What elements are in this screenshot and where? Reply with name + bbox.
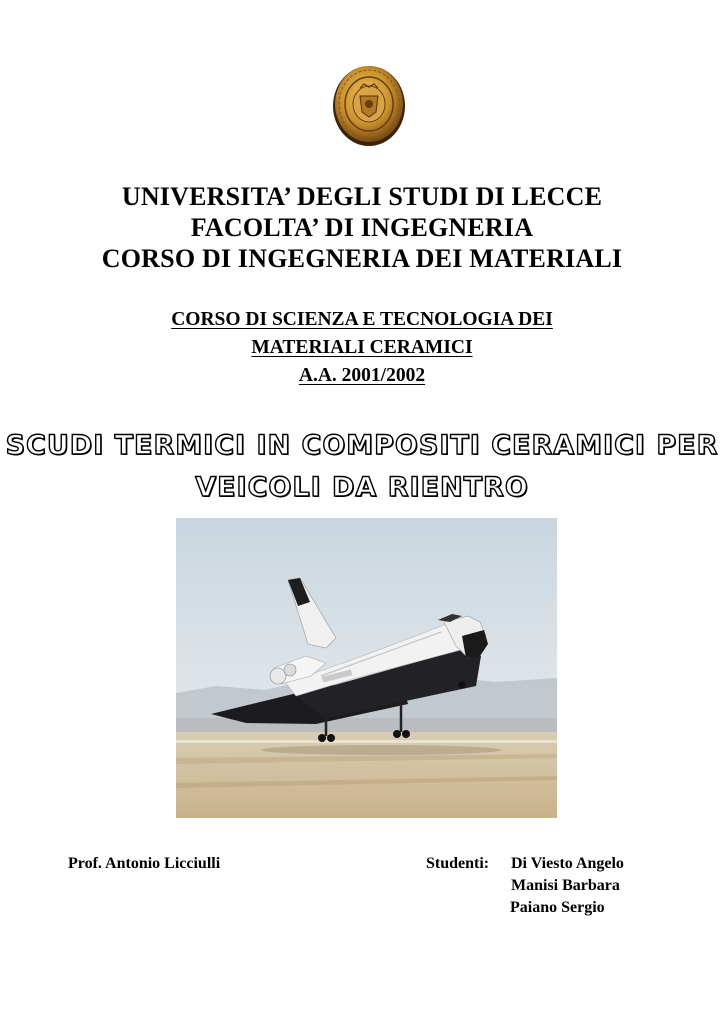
degree-name: CORSO DI INGEGNERIA DEI MATERIALI [101, 244, 623, 273]
university-header [0, 181, 724, 274]
students-label: Studenti: [426, 855, 490, 872]
faculty-name: FACOLTA’ DI INGEGNERIA [190, 213, 534, 242]
course-header [0, 306, 724, 390]
course-title-line-1: CORSO DI SCIENZA E TECNOLOGIA DEI [171, 309, 553, 330]
document-title [0, 425, 724, 509]
university-name: UNIVERSITA’ DEGLI STUDI DI LECCE [121, 182, 603, 211]
student-name: Di Viesto Angelo [511, 855, 624, 872]
student-name: Manisi Barbara [511, 877, 620, 894]
document-title-line-1: SCUDI TERMICI IN COMPOSITI CERAMICI PER [5, 430, 719, 461]
professor-name: Prof. Antonio Licciulli [68, 855, 221, 872]
document-title-line-2: VEICOLI DA RIENTRO [195, 472, 529, 503]
space-shuttle-landing-photo [176, 518, 557, 818]
course-title-line-2: MATERIALI CERAMICI [251, 337, 473, 358]
student-name: Paiano Sergio [510, 899, 605, 916]
students-list [511, 853, 624, 919]
academic-year: A.A. 2001/2002 [298, 365, 426, 386]
university-seal-logo [330, 60, 408, 148]
